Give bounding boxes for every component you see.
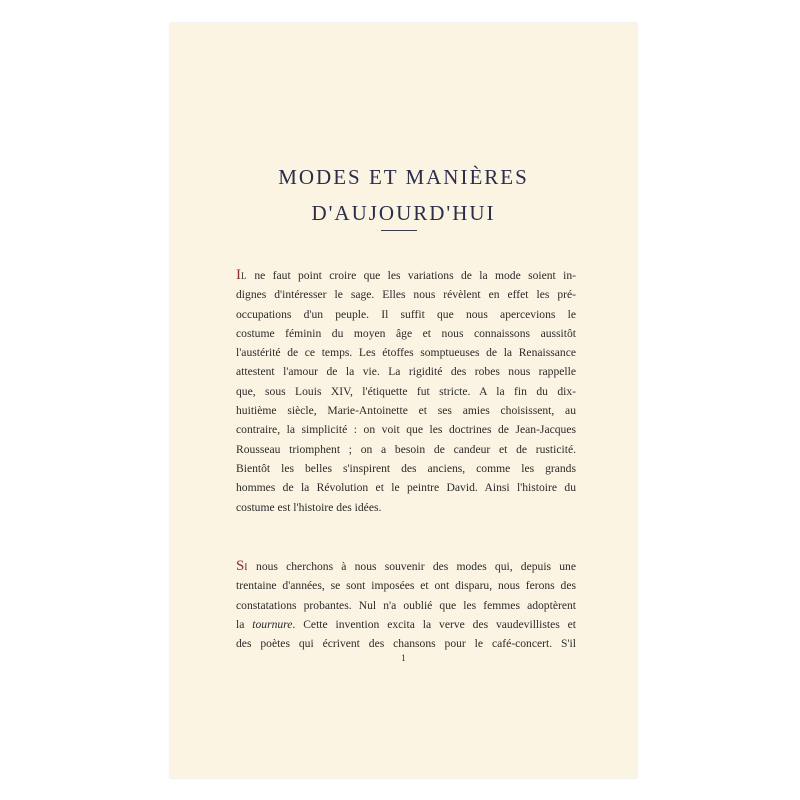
paragraph-line: trentaine d'années, se sont imposées et ont disparu, nous ferons des bbox=[236, 579, 576, 593]
paragraph-2 bbox=[236, 557, 576, 653]
paragraph-line: des poètes qui écrivent des chansons pour le café-concert. S'il bbox=[236, 637, 576, 651]
paragraph-line: que, sous Louis XIV, l'étiquette fut stricte. A la fin du dix- bbox=[236, 384, 576, 398]
paragraph-line: IL ne faut point croire que les variations de la mode soient in- bbox=[236, 267, 576, 283]
paragraph-line: Rousseau triomphent ; on a besoin de candeur et de rusticité. bbox=[236, 442, 576, 456]
paragraph-line: SI nous cherchons à nous souvenir des modes qui, depuis une bbox=[236, 558, 576, 574]
page-number: 1 bbox=[401, 653, 406, 663]
drop-cap: I bbox=[236, 267, 241, 283]
small-caps: I bbox=[244, 562, 248, 572]
paragraph-line: dignes d'intéresser le sage. Elles nous révèlent en effet les pré- bbox=[236, 288, 576, 302]
page-title-line-1: MODES ET MANIÈRES bbox=[278, 165, 529, 189]
italic-word: tournure bbox=[252, 617, 293, 631]
paragraph-line: l'austérité de ce temps. Les étoffes somptueuses de la Renaissance bbox=[236, 346, 576, 360]
paragraph-line: constatations probantes. Nul n'a oublié que les femmes adoptèrent bbox=[236, 598, 576, 612]
paragraph-line: huitième siècle, Marie-Antoinette et ses amies choisissent, au bbox=[236, 404, 576, 418]
small-caps: L bbox=[241, 271, 247, 281]
paragraph-line: contraire, la simplicité : on voit que les doctrines de Jean-Jacques bbox=[236, 423, 576, 437]
drop-cap: S bbox=[236, 558, 245, 574]
page-title-line-2: D'AUJOURD'HUI bbox=[311, 201, 496, 225]
paragraph-line: costume féminin du moyen âge et nous connaissons aussitôt bbox=[236, 326, 576, 340]
title-rule bbox=[381, 230, 417, 231]
paragraph-1 bbox=[236, 266, 576, 517]
paragraph-line: hommes de la Révolution et le peintre David. Ainsi l'histoire du bbox=[236, 481, 576, 495]
paragraph-line: attestent l'amour de la vie. La rigidité des robes nous rappelle bbox=[236, 365, 576, 379]
paragraph-line: la tournure. Cette invention excita la verve des vaudevillistes et bbox=[236, 617, 576, 631]
page-sheet bbox=[170, 23, 637, 778]
paragraph-line: Bientôt les belles s'inspirent des anciens, comme les grands bbox=[236, 461, 576, 475]
paragraph-line: costume est l'histoire des idées. bbox=[236, 500, 382, 514]
paragraph-line: occupations d'un peuple. Il suffit que nous apercevions le bbox=[236, 307, 576, 321]
